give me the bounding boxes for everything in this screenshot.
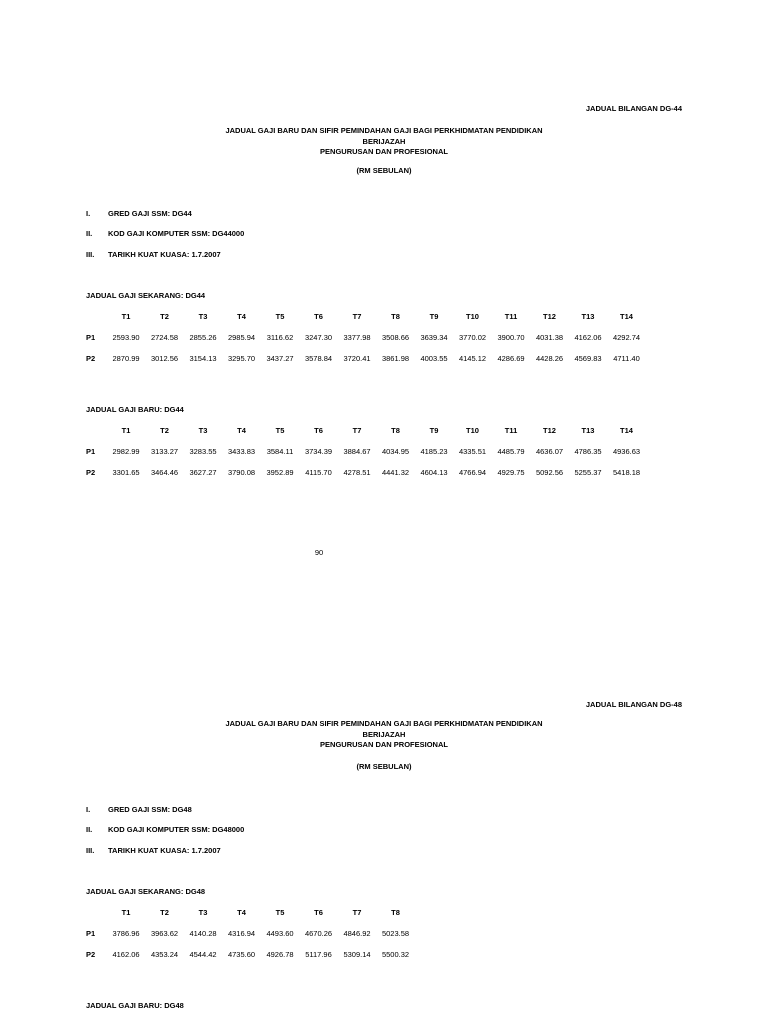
salary-cell: 3861.98 [381,354,410,363]
salary-cell: 4292.74 [612,333,641,342]
column-header: T3 [198,312,208,321]
column-header: T1 [121,908,131,917]
page-number: 90 [314,548,324,557]
info-effective-date [86,250,221,259]
title-line: BERIJAZAH [362,729,406,739]
salary-cell: 3437.27 [266,354,294,363]
title-line: PENGURUSAN DAN PROFESIONAL [320,740,448,749]
column-header: T14 [620,312,633,321]
info-text: KOD GAJI KOMPUTER SSM: DG48000 [108,825,245,834]
salary-cell: 4936.63 [612,447,641,456]
column-header: T2 [160,426,169,435]
salary-cell: 3790.08 [227,468,256,477]
salary-cell: 4846.92 [343,929,371,938]
column-header: T11 [504,312,518,321]
column-header: T13 [581,426,595,435]
salary-cell: 3012.56 [150,354,179,363]
schedule-reference: JADUAL BILANGAN DG-44 [585,104,682,113]
table-row [0,929,768,941]
currency-unit: (RM SEBULAN) [356,166,412,175]
column-header: T2 [160,312,169,321]
document-title [0,719,768,751]
table-row [0,447,768,459]
salary-cell: 3464.46 [150,468,179,477]
schedule-reference: JADUAL BILANGAN DG-48 [585,700,682,709]
salary-cell: 4485.79 [497,447,525,456]
salary-cell: 4493.60 [266,929,294,938]
column-header: T5 [275,908,285,917]
salary-cell: 3433.83 [227,447,256,456]
table-row [0,354,768,366]
info-text: TARIKH KUAT KUASA: 1.7.2007 [108,846,221,855]
column-header: T2 [160,908,169,917]
salary-cell: 3247.30 [304,333,333,342]
info-text: GRED GAJI SSM: DG48 [108,805,192,814]
row-label: P2 [86,354,96,363]
salary-cell: 4711.40 [613,354,640,363]
salary-cell: 4335.51 [458,447,487,456]
salary-cell: 5255.37 [574,468,602,477]
table-title: JADUAL GAJI SEKARANG: DG48 [86,887,206,896]
salary-cell: 4544.42 [189,950,217,959]
table-row [0,950,768,962]
column-header: T6 [314,908,323,917]
info-computer-code [86,229,244,238]
table-header-row [0,426,768,438]
column-header: T14 [620,426,633,435]
column-header: T7 [352,908,362,917]
column-header: T7 [352,312,362,321]
salary-cell: 4140.28 [189,929,217,938]
info-grade [86,805,192,814]
salary-cell: 3884.67 [343,447,371,456]
column-header: T1 [121,312,131,321]
salary-cell: 4670.26 [304,929,333,938]
column-header: T3 [198,908,208,917]
salary-cell: 3295.70 [227,354,256,363]
column-header: T6 [314,312,323,321]
salary-cell: 3301.65 [112,468,140,477]
info-grade [86,209,192,218]
salary-cell: 3508.66 [381,333,410,342]
info-computer-code [86,825,244,834]
salary-cell: 3283.55 [189,447,217,456]
salary-cell: 2870.99 [112,354,140,363]
salary-cell: 5023.58 [381,929,410,938]
salary-cell: 3154.13 [189,354,217,363]
title-line: BERIJAZAH [362,136,406,146]
salary-cell: 3584.11 [266,447,294,456]
salary-cell: 4604.13 [420,468,448,477]
column-header: T8 [391,908,400,917]
column-header: T8 [391,312,400,321]
salary-cell: 4316.94 [227,929,256,938]
salary-cell: 3900.70 [497,333,525,342]
salary-cell: 4766.94 [458,468,487,477]
salary-cell: 4031.38 [535,333,564,342]
salary-cell: 4569.83 [574,354,602,363]
info-number: III. [86,250,95,259]
salary-cell: 3627.27 [189,468,217,477]
salary-cell: 4162.06 [112,950,140,959]
column-header: T9 [429,312,439,321]
column-header: T5 [275,312,285,321]
column-header: T4 [237,312,246,321]
info-effective-date [86,846,221,855]
salary-cell: 2985.94 [227,333,256,342]
salary-cell: 3639.34 [420,333,448,342]
salary-cell: 5092.56 [535,468,564,477]
row-label: P1 [86,447,96,456]
table-row [0,333,768,345]
info-text: GRED GAJI SSM: DG44 [108,209,192,218]
column-header: T8 [391,426,400,435]
info-text: KOD GAJI KOMPUTER SSM: DG44000 [108,229,245,238]
info-number: II. [86,825,93,834]
salary-cell: 5309.14 [343,950,371,959]
salary-cell: 4786.35 [574,447,602,456]
salary-cell: 2724.58 [150,333,179,342]
column-header: T12 [543,426,556,435]
column-header: T10 [466,312,479,321]
column-header: T1 [121,426,131,435]
salary-cell: 4034.95 [381,447,410,456]
table-title: JADUAL GAJI SEKARANG: DG44 [86,291,206,300]
salary-cell: 5500.32 [381,950,410,959]
column-header: T7 [352,426,362,435]
salary-cell: 5117.96 [305,950,332,959]
salary-cell: 4145.12 [458,354,487,363]
column-header: T12 [543,312,556,321]
table-title: JADUAL GAJI BARU: DG44 [86,405,184,414]
salary-cell: 4162.06 [574,333,602,342]
salary-cell: 3377.98 [343,333,371,342]
title-line: PENGURUSAN DAN PROFESIONAL [320,147,448,156]
salary-cell: 2982.99 [112,447,140,456]
column-header: T11 [504,426,518,435]
row-label: P1 [86,333,96,342]
info-number: I. [86,209,91,218]
salary-cell: 4278.51 [343,468,371,477]
row-label: P2 [86,468,96,477]
salary-cell: 4929.75 [497,468,525,477]
column-header: T9 [429,426,439,435]
salary-cell: 3116.62 [266,333,294,342]
salary-cell: 3578.84 [304,354,333,363]
title-line: JADUAL GAJI BARU DAN SIFIR PEMINDAHAN GAJI BAGI PERKHIDMATAN PENDIDIKAN [225,126,543,135]
salary-cell: 3720.41 [343,354,371,363]
salary-cell: 2855.26 [189,333,217,342]
table-row [0,468,768,480]
table-header-row [0,312,768,324]
salary-cell: 4185.23 [420,447,448,456]
salary-cell: 4115.70 [305,468,332,477]
salary-cell: 4003.55 [420,354,448,363]
title-line: JADUAL GAJI BARU DAN SIFIR PEMINDAHAN GAJI BAGI PERKHIDMATAN PENDIDIKAN [225,719,543,728]
table-header-row [0,908,768,920]
column-header: T4 [237,426,246,435]
column-header: T5 [275,426,285,435]
salary-cell: 4926.78 [266,950,294,959]
column-header: T10 [466,426,479,435]
currency-unit: (RM SEBULAN) [356,762,412,771]
salary-cell: 4286.69 [497,354,525,363]
column-header: T6 [314,426,323,435]
salary-cell: 3133.27 [150,447,179,456]
document-title [0,126,768,158]
table-title: JADUAL GAJI BARU: DG48 [86,1001,184,1010]
salary-cell: 4735.60 [227,950,256,959]
salary-cell: 4353.24 [150,950,179,959]
info-number: III. [86,846,95,855]
column-header: T13 [581,312,595,321]
info-number: II. [86,229,93,238]
salary-cell: 3734.39 [304,447,333,456]
salary-cell: 3963.62 [150,929,179,938]
info-number: I. [86,805,91,814]
row-label: P1 [86,929,96,938]
salary-cell: 3770.02 [458,333,487,342]
salary-cell: 2593.90 [112,333,140,342]
salary-cell: 5418.18 [612,468,641,477]
salary-cell: 3786.96 [112,929,140,938]
salary-cell: 4636.07 [535,447,564,456]
row-label: P2 [86,950,96,959]
info-text: TARIKH KUAT KUASA: 1.7.2007 [108,250,221,259]
salary-cell: 3952.89 [266,468,294,477]
salary-cell: 4441.32 [381,468,410,477]
salary-cell: 4428.26 [535,354,564,363]
column-header: T4 [237,908,246,917]
column-header: T3 [198,426,208,435]
